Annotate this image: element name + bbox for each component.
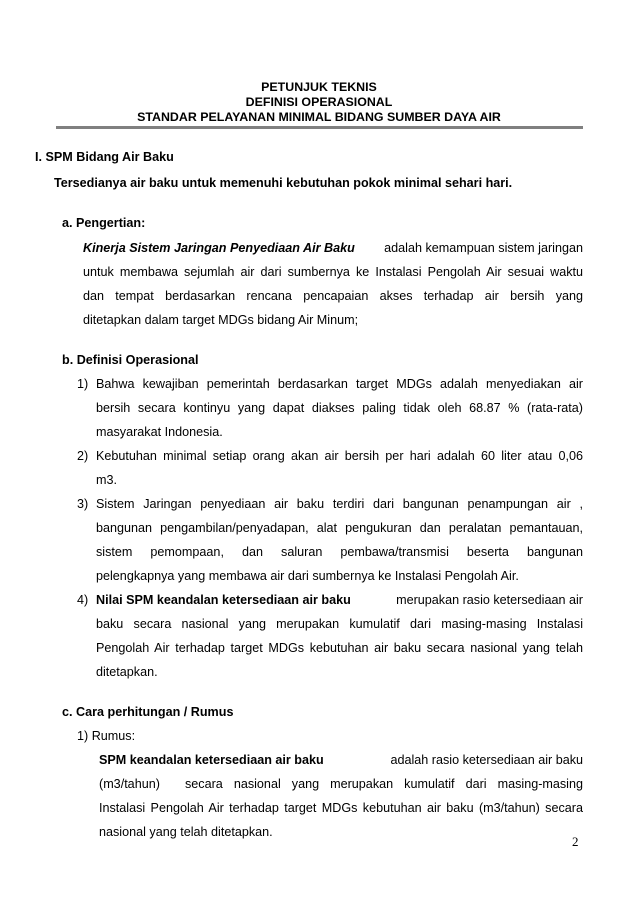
definisi-item-2-line-1: Kebutuhan minimal setiap orang akan air bersih per hari adalah 60 liter atau 0,06 <box>96 449 583 463</box>
header-title-3: STANDAR PELAYANAN MINIMAL BIDANG SUMBER DAYA AIR <box>137 110 501 124</box>
list-number-1: 1) <box>77 377 89 391</box>
definisi-item-1-line-2: bersih secara kontinyu yang dapat diakses paling tidak oleh 68.87 % (rata-rata) <box>96 401 583 415</box>
section-title: I. SPM Bidang Air Baku <box>35 150 174 164</box>
heading-cara-perhitungan: c. Cara perhitungan / Rumus <box>62 705 234 719</box>
definisi-item-1-line-1: Bahwa kewajiban pemerintah berdasarkan target MDGs adalah menyediakan air <box>96 377 583 391</box>
pengertian-line-4: ditetapkan dalam target MDGs bidang Air Minum; <box>83 313 359 327</box>
header-divider <box>56 126 583 129</box>
definisi-item-3-line-1: Sistem Jaringan penyediaan air baku terdiri dari bangunan penampungan air , <box>96 497 583 511</box>
page-number: 2 <box>572 834 579 849</box>
definisi-item-3-line-4: pelengkapnya yang membawa air dari sumbernya ke Instalasi Pengolah Air. <box>96 569 519 583</box>
definisi-item-1-line-3: masyarakat Indonesia. <box>96 425 223 439</box>
rumus-line-1-rest: adalah rasio ketersediaan air baku <box>390 753 583 767</box>
definisi-item-4-term: Nilai SPM keandalan ketersediaan air baku <box>96 593 351 607</box>
definisi-item-2-line-2: m3. <box>96 473 117 487</box>
definisi-item-3-line-3: sistem pemompaan, dan saluran pembawa/transmisi beserta bangunan <box>96 545 583 559</box>
pengertian-line-2: untuk membawa sejumlah air dari sumbernya ke Instalasi Pengolah Air sesuai waktu <box>83 265 583 279</box>
heading-pengertian: a. Pengertian: <box>62 216 146 230</box>
definisi-item-4-line-1-rest: merupakan rasio ketersediaan air <box>396 593 583 607</box>
rumus-line-3: Instalasi Pengolah Air terhadap target MDGs kebutuhan air baku (m3/tahun) secara <box>99 801 583 815</box>
definisi-item-4-line-1 <box>96 593 583 607</box>
pengertian-line-1-rest: adalah kemampuan sistem jaringan <box>384 241 583 255</box>
definisi-item-4-line-2: baku secara nasional yang merupakan kumulatif dari masing-masing Instalasi <box>96 617 583 631</box>
rumus-unit: (m3/tahun) <box>99 777 160 791</box>
definisi-item-4-line-3: Pengolah Air terhadap target MDGs kebutuhan air baku secara nasional yang telah <box>96 641 583 655</box>
rumus-line-4: nasional yang telah ditetapkan. <box>99 825 273 839</box>
pengertian-line-3: dan tempat berdasarkan rencana pencapaian akses terhadap air bersih yang <box>83 289 583 303</box>
header-title-1: PETUNJUK TEKNIS <box>261 80 377 94</box>
list-number-2: 2) <box>77 449 89 463</box>
heading-definisi-operasional: b. Definisi Operasional <box>62 353 199 367</box>
definisi-item-4-line-4: ditetapkan. <box>96 665 158 679</box>
pengertian-term: Kinerja Sistem Jaringan Penyediaan Air Baku <box>83 241 355 255</box>
rumus-line-2 <box>99 777 583 791</box>
rumus-term: SPM keandalan ketersediaan air baku <box>99 753 324 767</box>
list-number-3: 3) <box>77 497 89 511</box>
section-subtitle: Tersedianya air baku untuk memenuhi kebutuhan pokok minimal sehari hari. <box>54 176 513 190</box>
definisi-item-3-line-2: bangunan pengambilan/penyadapan, alat pengukuran dan peralatan pemantauan, <box>96 521 583 535</box>
rumus-label: 1) Rumus: <box>77 729 136 743</box>
rumus-line-1 <box>99 753 583 767</box>
list-number-4: 4) <box>77 593 89 607</box>
rumus-line-2-rest: secara nasional yang merupakan kumulatif dari masing-masing <box>185 777 583 791</box>
header-title-2: DEFINISI OPERASIONAL <box>245 95 393 109</box>
pengertian-line-1 <box>83 241 583 255</box>
